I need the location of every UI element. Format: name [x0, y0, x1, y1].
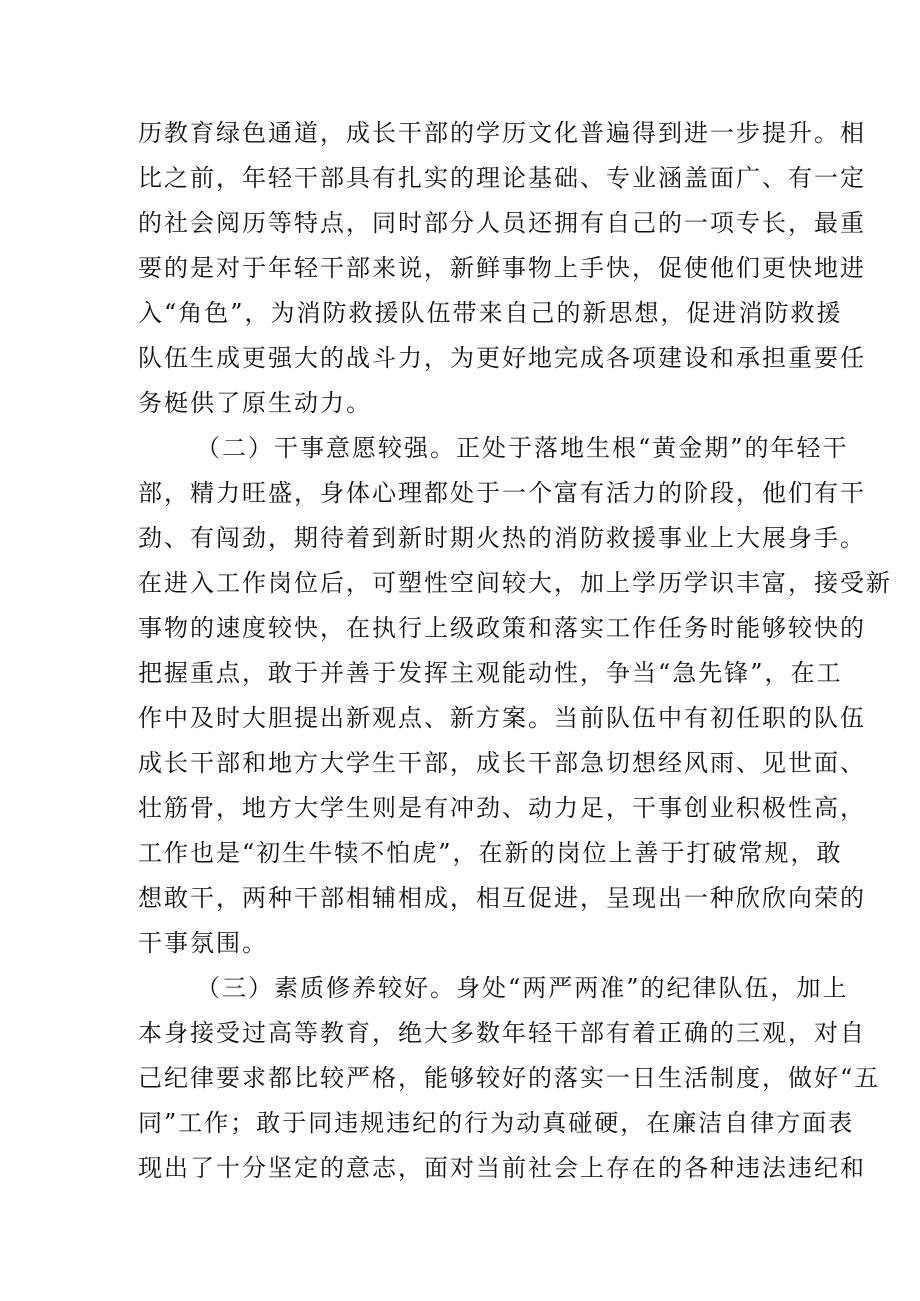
paragraph-2-line-8: 成长干部和地方大学生干部，成长干部急切想经风雨、见世面、 — [138, 749, 866, 777]
paragraph-2-line-5: 事物的速度较快，在执行上级政策和落实工作任务时能够较快的 — [138, 614, 866, 642]
paragraph-2-line-6: 把握重点，敢于并善于发挥主观能动性，争当“急先锋”，在工 — [138, 659, 843, 687]
paragraph-3-line-4: 同”工作；敢于同违规违纪的行为动真碰硬，在廉洁自律方面表 — [138, 1109, 855, 1137]
paragraph-1-line-4: 要的是对于年轻干部来说，新鲜事物上手快，促使他们更快地进 — [138, 254, 866, 282]
paragraph-2-line-10: 工作也是“初生牛犊不怕虎”，在新的岗位上善于打破常规，敢 — [138, 839, 843, 867]
paragraph-2-line-11: 想敢干，两种干部相辅相成，相互促进，呈现出一种欣欣向荣的 — [138, 884, 866, 912]
paragraph-1-line-5: 入“角色”，为消防救援队伍带来自己的新思想，促进消防救援 — [138, 299, 843, 327]
paragraph-2-line-1: （二）干事意愿较强。正处于落地生根“黄金期”的年轻干 — [196, 434, 849, 462]
paragraph-1-line-7: 务梃供了原生动力。 — [138, 389, 372, 417]
paragraph-1-line-2: 比之前，年轻干部具有扎实的理论基础、专业涵盖面广、有一定 — [138, 164, 866, 192]
paragraph-3-line-5: 现出了十分坚定的意志，面对当前社会上存在的各种违法违纪和 — [138, 1154, 866, 1182]
paragraph-2-line-2: 部，精力旺盛，身体心理都处于一个富有活力的阶段，他们有干 — [138, 479, 866, 507]
paragraph-2-line-12: 干事氛围。 — [138, 929, 268, 957]
paragraph-1-line-3: 的社会阅历等特点，同时部分人员还拥有自己的一项专长，最重 — [138, 209, 866, 237]
paragraph-1-line-6: 队伍生成更强大的战斗力，为更好地完成各项建设和承担重要任 — [138, 344, 866, 372]
paragraph-3-line-1: （三）素质修养较好。身处“两严两准”的纪律队伍，加上 — [196, 974, 849, 1002]
paragraph-2-line-4: 在进入工作岗位后，可塑性空间较大，加上学历学识丰富，接受新 — [138, 569, 892, 597]
paragraph-3-line-2: 本身接受过高等教育，绝大多数年轻干部有着正确的三观，对自 — [138, 1019, 866, 1047]
paragraph-3-line-3: 己纪律要求都比较严格，能够较好的落实一日生活制度，做好“五 — [138, 1064, 881, 1092]
paragraph-2-line-9: 壮筋骨，地方大学生则是有冲劲、动力足，干事创业积极性高， — [138, 794, 866, 822]
paragraph-2-line-7: 作中及时大胆提出新观点、新方案。当前队伍中有初任职的队伍 — [138, 704, 866, 732]
paragraph-1-line-1: 历教育绿色通道，成长干部的学历文化普遍得到进一步提升。相 — [138, 119, 866, 147]
paragraph-2-line-3: 劲、有闯劲，期待着到新时期火热的消防救援事业上大展身手。 — [138, 524, 866, 552]
document-body — [138, 111, 892, 1191]
